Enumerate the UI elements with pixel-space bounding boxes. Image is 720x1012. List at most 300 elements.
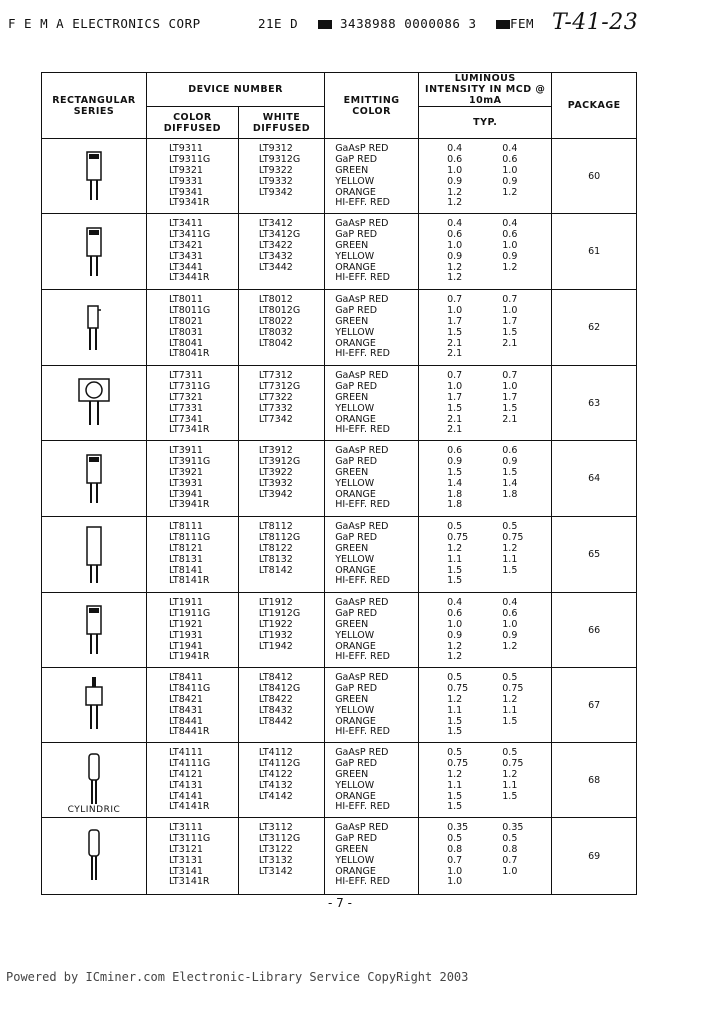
typ-value-list-white-item: 1.4 <box>502 478 518 489</box>
emitting-color-list-item: GaP RED <box>335 456 378 467</box>
white-diffused-list-item: LT4132 <box>258 780 293 791</box>
typ-value-list-item: 0.75 <box>447 532 469 543</box>
color-diffused-list-item: LT1941R <box>168 652 210 663</box>
package-number: 64 <box>552 441 637 517</box>
emitting-color-list-item: YELLOW <box>335 478 375 489</box>
emitting-color-list-item: GaAsP RED <box>335 219 389 229</box>
color-diffused-list-item: LT1911 <box>168 598 203 608</box>
typ-value-list-item: 0.4 <box>447 598 463 608</box>
emitting-color-list-item: GaP RED <box>335 833 378 844</box>
typ-value-list-item: 0.7 <box>447 855 463 866</box>
emitting-color-list <box>325 214 419 290</box>
emitting-color-list-item: HI-EFF. RED <box>335 802 390 813</box>
white-diffused-list-item: LT7312 <box>258 371 293 381</box>
emitting-color-list-item: HI-EFF. RED <box>335 727 390 738</box>
typ-value-list <box>419 214 491 290</box>
white-diffused-list-item: LT8412G <box>258 683 301 694</box>
device-number-header: DEVICE NUMBER <box>146 73 324 107</box>
package-number: 65 <box>552 517 637 593</box>
table-row <box>42 818 637 895</box>
typ-value-list <box>419 743 491 818</box>
table-row <box>42 366 637 441</box>
typ-value-list-item: 1.0 <box>447 877 463 888</box>
white-diffused-list-item: LT4122 <box>258 769 293 780</box>
white-diffused-list-item: LT3912 <box>258 446 293 456</box>
typ-value-list-white <box>490 290 552 366</box>
typ-value-list-white <box>490 366 552 441</box>
white-diffused-list-item: LT3412 <box>258 219 293 229</box>
color-diffused-list <box>146 593 238 668</box>
white-diffused-list-item: LT9312 <box>258 144 293 154</box>
emitting-color-list-item: HI-EFF. RED <box>335 349 390 360</box>
typ-value-list-item: 2.1 <box>447 414 463 425</box>
table-row <box>42 290 637 366</box>
emitting-color-list <box>325 668 419 743</box>
typ-value-list <box>419 290 491 366</box>
typ-value-list-item: 1.2 <box>447 694 463 705</box>
color-diffused-list-item: LT7331 <box>168 403 203 414</box>
white-diffused-list <box>238 743 324 818</box>
emitting-color-list-item: HI-EFF. RED <box>335 198 390 209</box>
typ-value-list-white-item: 0.6 <box>502 446 518 456</box>
color-diffused-list-item: LT3411G <box>168 229 211 240</box>
white-diffused-list <box>238 668 324 743</box>
emitting-color-list-item: GREEN <box>335 694 369 705</box>
typ-value-list-white-item: 0.8 <box>502 844 518 855</box>
emitting-color-list-item: ORANGE <box>335 866 376 877</box>
header-number-block: 3438988 0000086 3 <box>318 16 476 31</box>
color-diffused-list-item: LT8441 <box>168 716 203 727</box>
table-body <box>42 139 637 895</box>
emitting-color-list <box>325 517 419 593</box>
typ-value-list-white-item: 1.5 <box>502 716 518 727</box>
typ-value-list-white-item: 1.8 <box>502 489 518 500</box>
emitting-color-list-item: GaP RED <box>335 758 378 769</box>
white-diffused-list-item: LT8142 <box>258 565 293 576</box>
package-drawing-cell <box>42 214 147 290</box>
color-diffused-list-item: LT4141 <box>168 791 203 802</box>
typ-value-list <box>419 139 491 214</box>
color-diffused-list-item: LT8021 <box>168 316 203 327</box>
package-header: PACKAGE <box>552 73 637 139</box>
typ-value-list-item: 2.1 <box>447 425 463 436</box>
tall-led-icon <box>42 523 146 587</box>
typ-value-list-item: 1.7 <box>447 392 463 403</box>
emitting-color-list-item: GaP RED <box>335 683 378 694</box>
color-diffused-list-item: LT9321 <box>168 165 203 176</box>
cylinder-led-icon <box>42 750 146 810</box>
color-diffused-list-item: LT7341R <box>168 425 210 436</box>
emitting-color-list-item: GREEN <box>335 769 369 780</box>
typ-value-list-white-item: 0.4 <box>502 219 518 229</box>
document-header <box>0 12 720 48</box>
typ-value-list-item: 1.5 <box>447 802 463 813</box>
typ-value-list-item: 0.6 <box>447 608 463 619</box>
typ-value-list-item: 1.5 <box>447 727 463 738</box>
typ-value-list-item: 0.9 <box>447 251 463 262</box>
white-diffused-list-item: LT7342 <box>258 414 293 425</box>
typ-value-list-white-item: 1.7 <box>502 316 518 327</box>
white-diffused-list-item: LT3112G <box>258 833 301 844</box>
color-diffused-list-item: LT9311G <box>168 154 211 165</box>
white-diffused-list-item: LT8422 <box>258 694 293 705</box>
color-diffused-list-item: LT3911 <box>168 446 203 456</box>
typ-value-list-item: 0.75 <box>447 683 469 694</box>
typ-header: TYP. <box>419 107 552 139</box>
series-label: CYLINDRIC <box>67 805 121 815</box>
typ-value-list-white-item: 1.2 <box>502 543 518 554</box>
typ-value-list-white-item: 0.35 <box>502 823 524 833</box>
color-diffused-list-item: LT8111G <box>168 532 211 543</box>
color-diffused-list-item: LT3111 <box>168 823 203 833</box>
typ-value-list <box>419 441 491 517</box>
typ-value-list-item: 1.0 <box>447 305 463 316</box>
table-row <box>42 517 637 593</box>
package-number: 66 <box>552 593 637 668</box>
color-diffused-list-item: LT3411 <box>168 219 203 229</box>
color-diffused-list-item: LT3131 <box>168 855 203 866</box>
color-diffused-list-item: LT7311G <box>168 381 211 392</box>
emitting-color-list-item: GREEN <box>335 467 369 478</box>
typ-value-list-item: 1.2 <box>447 198 463 209</box>
white-diffused-list-item: LT8032 <box>258 327 293 338</box>
emitting-color-list-item: ORANGE <box>335 565 376 576</box>
color-diffused-list-item: LT3421 <box>168 240 203 251</box>
typ-value-list-item: 1.8 <box>447 500 463 511</box>
white-diffused-list-item: LT8442 <box>258 716 293 727</box>
color-diffused-list-item: LT7341 <box>168 414 203 425</box>
emitting-color-list-item: YELLOW <box>335 251 375 262</box>
typ-value-list-white-item: 1.0 <box>502 305 518 316</box>
typ-value-list-white <box>490 818 552 895</box>
typ-value-list-white-item: 2.1 <box>502 414 518 425</box>
handwritten-note: T-41-23 <box>552 10 639 35</box>
typ-value-list-white-item: 0.4 <box>502 144 518 154</box>
typ-value-list-white-item: 0.75 <box>502 758 524 769</box>
white-diffused-list-item: LT8012 <box>258 295 293 305</box>
package-drawing-cell <box>42 517 147 593</box>
typ-value-list <box>419 668 491 743</box>
color-diffused-list-item: LT8041 <box>168 338 203 349</box>
typ-value-list-item: 1.2 <box>447 273 463 284</box>
typ-value-list-item: 1.2 <box>447 652 463 663</box>
color-diffused-list-item: LT1921 <box>168 619 203 630</box>
cylinder-led-icon <box>42 826 146 886</box>
typ-value-list-white <box>490 668 552 743</box>
emitting-color-list <box>325 441 419 517</box>
package-number: 62 <box>552 290 637 366</box>
package-number: 63 <box>552 366 637 441</box>
typ-value-list-white-item: 0.7 <box>502 855 518 866</box>
white-diffused-list-item: LT1912 <box>258 598 293 608</box>
white-diffused-list-item: LT9332 <box>258 176 293 187</box>
emitting-color-list-item: YELLOW <box>335 403 375 414</box>
color-diffused-list <box>146 139 238 214</box>
package-drawing-cell <box>42 818 147 895</box>
emitting-color-list-item: GaAsP RED <box>335 598 389 608</box>
white-diffused-list-item: LT8112 <box>258 522 293 532</box>
emitting-color-list-item: YELLOW <box>335 780 375 791</box>
rect-led-icon <box>42 148 146 204</box>
color-diffused-list-item: LT3931 <box>168 478 203 489</box>
white-diffused-list <box>238 290 324 366</box>
typ-value-list-item: 0.35 <box>447 823 469 833</box>
emitting-color-list-item: GREEN <box>335 619 369 630</box>
typ-value-list-item: 0.9 <box>447 456 463 467</box>
white-diffused-list-item: LT3932 <box>258 478 293 489</box>
package-number: 68 <box>552 743 637 818</box>
typ-value-list-white-item: 1.0 <box>502 381 518 392</box>
color-diffused-list-item: LT3921 <box>168 467 203 478</box>
color-diffused-list-item: LT8421 <box>168 694 203 705</box>
typ-value-list-item: 0.5 <box>447 522 463 532</box>
white-diffused-list-item: LT1912G <box>258 608 301 619</box>
typ-value-list-item: 1.5 <box>447 327 463 338</box>
color-diffused-list-item: LT8041R <box>168 349 210 360</box>
color-diffused-list-item: LT3141 <box>168 866 203 877</box>
typ-value-list-white-item: 0.4 <box>502 598 518 608</box>
typ-value-list-item: 0.6 <box>447 154 463 165</box>
emitting-color-list <box>325 290 419 366</box>
emitting-color-list-item: ORANGE <box>335 338 376 349</box>
typ-value-list-white-item: 0.9 <box>502 630 518 641</box>
table-row <box>42 743 637 818</box>
typ-value-list-item: 0.5 <box>447 748 463 758</box>
header-code: 21E D <box>258 16 299 31</box>
white-diffused-list-item: LT8132 <box>258 554 293 565</box>
white-diffused-list-item: LT4112 <box>258 748 293 758</box>
white-diffused-list <box>238 517 324 593</box>
emitting-color-list <box>325 139 419 214</box>
typ-value-list-item: 1.5 <box>447 791 463 802</box>
white-diffused-list-item: LT7322 <box>258 392 293 403</box>
package-drawing-cell <box>42 366 147 441</box>
white-diffused-list-item: LT1932 <box>258 630 293 641</box>
color-diffused-list <box>146 517 238 593</box>
typ-value-list-item: 1.7 <box>447 316 463 327</box>
color-diffused-list-item: LT8031 <box>168 327 203 338</box>
typ-value-list-white-item: 0.6 <box>502 154 518 165</box>
typ-value-list-white-item: 0.7 <box>502 371 518 381</box>
white-diffused-list-item: LT1942 <box>258 641 293 652</box>
package-number: 69 <box>552 818 637 895</box>
typ-value-list-item: 1.2 <box>447 187 463 198</box>
typ-value-list-white-item: 2.1 <box>502 338 518 349</box>
white-diffused-list-item: LT3142 <box>258 866 293 877</box>
white-diffused-list-item: LT3112 <box>258 823 293 833</box>
typ-value-list-item: 1.1 <box>447 705 463 716</box>
typ-value-list-white <box>490 517 552 593</box>
typ-value-list-item: 1.2 <box>447 262 463 273</box>
color-diffused-list-item: LT8141 <box>168 565 203 576</box>
package-drawing-cell <box>42 139 147 214</box>
emitting-color-list-item: HI-EFF. RED <box>335 576 390 587</box>
emitting-color-list <box>325 593 419 668</box>
typ-value-list-item: 1.0 <box>447 619 463 630</box>
color-diffused-list-item: LT4121 <box>168 769 203 780</box>
package-drawing-cell <box>42 743 147 818</box>
color-diffused-list-item: LT3941 <box>168 489 203 500</box>
typ-value-list-item: 0.4 <box>447 219 463 229</box>
page-number: - 7 - <box>328 896 352 910</box>
emitting-color-list-item: YELLOW <box>335 554 375 565</box>
typ-value-list-item: 0.9 <box>447 630 463 641</box>
package-number: 60 <box>552 139 637 214</box>
typ-value-list-item: 0.8 <box>447 844 463 855</box>
flat-led-icon <box>42 300 146 356</box>
white-diffused-header: WHITE DIFFUSED <box>238 107 324 139</box>
table-row <box>42 593 637 668</box>
white-diffused-list-item: LT8112G <box>258 532 301 543</box>
color-diffused-list-item: LT8411 <box>168 673 203 683</box>
color-diffused-list-item: LT8131 <box>168 554 203 565</box>
typ-value-list-white-item: 1.2 <box>502 641 518 652</box>
white-diffused-list-item: LT3412G <box>258 229 301 240</box>
color-diffused-list-item: LT8141R <box>168 576 210 587</box>
typ-value-list-item: 1.0 <box>447 165 463 176</box>
header-fem: FEM <box>496 16 534 31</box>
white-diffused-list-item: LT3122 <box>258 844 293 855</box>
emitting-color-list-item: HI-EFF. RED <box>335 425 390 436</box>
typ-value-list <box>419 818 491 895</box>
typ-value-list-item: 1.0 <box>447 381 463 392</box>
white-diffused-list-item: LT3942 <box>258 489 293 500</box>
company-name: F E M A ELECTRONICS CORP <box>8 16 201 31</box>
typ-value-list-item: 0.9 <box>447 176 463 187</box>
typ-value-list-white-item: 1.5 <box>502 327 518 338</box>
typ-value-list-item: 1.4 <box>447 478 463 489</box>
typ-value-list-white <box>490 441 552 517</box>
typ-value-list <box>419 366 491 441</box>
typ-value-list-item: 1.5 <box>447 403 463 414</box>
typ-value-list-white-item: 1.1 <box>502 705 518 716</box>
emitting-color-list-item: GaP RED <box>335 381 378 392</box>
package-drawing-cell <box>42 441 147 517</box>
white-diffused-list-item: LT3922 <box>258 467 293 478</box>
emitting-color-list-item: YELLOW <box>335 327 375 338</box>
rect-led-icon <box>42 451 146 507</box>
typ-value-list-item: 1.5 <box>447 565 463 576</box>
typ-value-list-white-item: 0.9 <box>502 251 518 262</box>
typ-value-list-white-item: 1.0 <box>502 165 518 176</box>
color-diffused-list-item: LT8111 <box>168 522 203 532</box>
typ-value-list-white-item: 0.7 <box>502 295 518 305</box>
color-diffused-list-item: LT3431 <box>168 251 203 262</box>
white-diffused-list-item: LT1922 <box>258 619 293 630</box>
emitting-color-list-item: GaAsP RED <box>335 371 389 381</box>
emitting-color-list-item: GREEN <box>335 316 369 327</box>
typ-value-list-white-item: 0.75 <box>502 532 524 543</box>
typ-value-list <box>419 517 491 593</box>
color-diffused-list-item: LT9311 <box>168 144 203 154</box>
typ-value-list-white-item: 1.2 <box>502 187 518 198</box>
color-diffused-list-item: LT9341 <box>168 187 203 198</box>
footer-watermark: Powered by ICminer.com Electronic-Library Service CopyRight 2003 <box>6 970 469 984</box>
emitting-color-list-item: ORANGE <box>335 716 376 727</box>
typ-value-list-white-item: 1.5 <box>502 467 518 478</box>
typ-value-list-white-item: 0.9 <box>502 456 518 467</box>
typ-value-list-white-item: 1.7 <box>502 392 518 403</box>
emitting-color-list-item: GREEN <box>335 165 369 176</box>
color-diffused-list-item: LT3441 <box>168 262 203 273</box>
color-diffused-list-item: LT3941R <box>168 500 210 511</box>
typ-value-list-item: 1.1 <box>447 780 463 791</box>
typ-value-list-white-item: 1.5 <box>502 791 518 802</box>
emitting-color-list-item: GaP RED <box>335 532 378 543</box>
typ-value-list-white-item: 1.0 <box>502 866 518 877</box>
color-diffused-list-item: LT8441R <box>168 727 210 738</box>
series-header: RECTANGULAR SERIES <box>42 73 147 139</box>
color-diffused-list-item: LT8431 <box>168 705 203 716</box>
white-diffused-list-item: LT4142 <box>258 791 293 802</box>
white-diffused-list-item: LT3422 <box>258 240 293 251</box>
emitting-color-list-item: ORANGE <box>335 791 376 802</box>
typ-value-list-white-item: 1.1 <box>502 554 518 565</box>
emitting-color-list-item: HI-EFF. RED <box>335 500 390 511</box>
emitting-color-list-item: YELLOW <box>335 630 375 641</box>
white-diffused-list-item: LT8022 <box>258 316 293 327</box>
typ-value-list-white <box>490 139 552 214</box>
white-diffused-list <box>238 139 324 214</box>
typ-value-list-white-item: 0.5 <box>502 522 518 532</box>
emitting-color-list-item: GaAsP RED <box>335 144 389 154</box>
typ-value-list-white-item: 0.5 <box>502 833 518 844</box>
white-diffused-list-item: LT4112G <box>258 758 301 769</box>
emitting-color-list-item: HI-EFF. RED <box>335 877 390 888</box>
typ-value-list-item: 1.0 <box>447 240 463 251</box>
typ-value-list-white <box>490 593 552 668</box>
color-diffused-list <box>146 668 238 743</box>
emitting-color-list-item: YELLOW <box>335 176 375 187</box>
typ-value-list-white-item: 1.5 <box>502 565 518 576</box>
flange-led-icon <box>42 675 146 735</box>
color-diffused-list-item: LT8121 <box>168 543 203 554</box>
typ-value-list-white <box>490 214 552 290</box>
typ-value-list-item: 1.2 <box>447 641 463 652</box>
color-diffused-list-item: LT7311 <box>168 371 203 381</box>
emitting-color-list-item: YELLOW <box>335 855 375 866</box>
white-diffused-list-item: LT9342 <box>258 187 293 198</box>
typ-value-list-white-item: 0.75 <box>502 683 524 694</box>
round-led-icon <box>42 375 146 431</box>
emitting-color-list <box>325 818 419 895</box>
emitting-color-list-item: GaAsP RED <box>335 522 389 532</box>
emitting-color-header: EMITTING COLOR <box>325 73 419 139</box>
black-box-icon <box>318 20 332 29</box>
typ-value-list-item: 0.7 <box>447 371 463 381</box>
white-diffused-list-item: LT8412 <box>258 673 293 683</box>
emitting-color-list-item: ORANGE <box>335 414 376 425</box>
typ-value-list-item: 0.5 <box>447 673 463 683</box>
typ-value-list-white-item: 0.9 <box>502 176 518 187</box>
typ-value-list-item: 1.5 <box>447 467 463 478</box>
white-diffused-list-item: LT8122 <box>258 543 293 554</box>
typ-value-list-item: 0.5 <box>447 833 463 844</box>
color-diffused-list <box>146 818 238 895</box>
color-diffused-list-item: LT4141R <box>168 802 210 813</box>
typ-value-list-item: 2.1 <box>447 338 463 349</box>
package-drawing-cell <box>42 668 147 743</box>
typ-value-list-white <box>490 743 552 818</box>
package-drawing-cell <box>42 593 147 668</box>
white-diffused-list <box>238 593 324 668</box>
white-diffused-list-item: LT8042 <box>258 338 293 349</box>
color-diffused-list-item: LT4131 <box>168 780 203 791</box>
color-diffused-list-item: LT1931 <box>168 630 203 641</box>
typ-value-list-item: 1.5 <box>447 716 463 727</box>
emitting-color-list-item: YELLOW <box>335 705 375 716</box>
emitting-color-list-item: HI-EFF. RED <box>335 652 390 663</box>
